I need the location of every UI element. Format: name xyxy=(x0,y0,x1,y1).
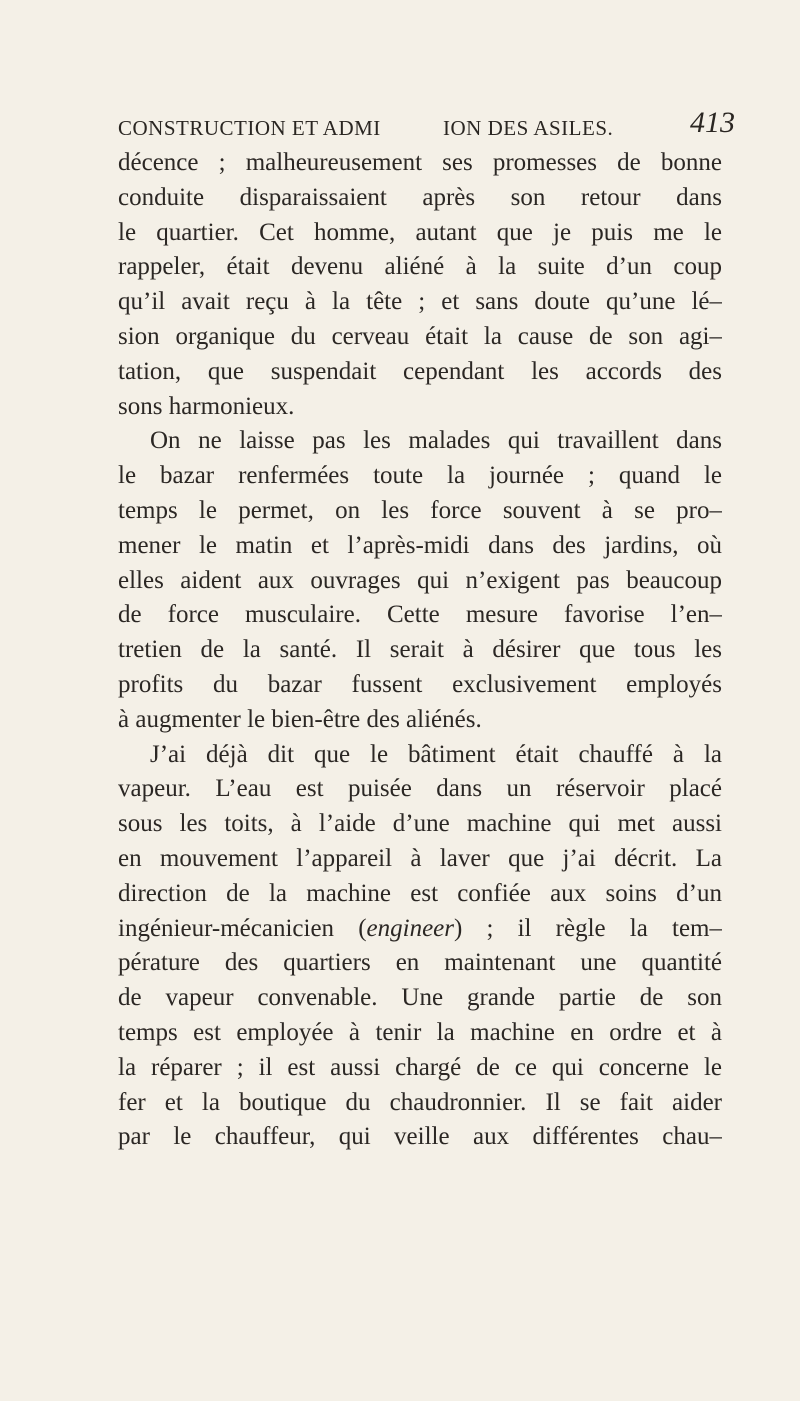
text-line: le quartier. Cet homme, autant que je puis me le xyxy=(118,218,722,246)
text-line-with-italic xyxy=(118,912,722,947)
text-line: par le chauffeur, qui veille aux différentes chau– xyxy=(118,1123,722,1151)
text-line: temps le permet, on les force souvent à se pro– xyxy=(118,496,722,524)
text-line: conduite disparaissaient après son retour dans xyxy=(118,183,722,211)
text-line: décence ; malheureusement ses promesses de bonne xyxy=(118,149,722,176)
text-line: tation, que suspendait cependant les accords des xyxy=(118,357,722,385)
text-line: profits du bazar fussent exclusivement employés xyxy=(118,670,722,698)
text-line: J’ai déjà dit que le bâtiment était chauffé à la xyxy=(150,740,722,768)
text-segment: ingénieur-mécanicien ( xyxy=(118,914,367,942)
text-line: sons harmonieux. xyxy=(118,392,295,420)
text-line: mener le matin et l’après-midi dans des jardins, où xyxy=(118,531,722,559)
text-segment: ) ; il règle la tem– xyxy=(454,914,722,942)
text-line: elles aident aux ouvrages qui n’exigent pas beaucoup xyxy=(118,566,722,594)
page-number: 413 xyxy=(690,106,735,139)
text-line: direction de la machine est confiée aux soins d’un xyxy=(118,879,722,907)
text-line: de force musculaire. Cette mesure favorise l’en– xyxy=(118,601,722,629)
italic-term: engineer xyxy=(366,914,455,942)
text-line: fer et la boutique du chaudronnier. Il se fait aider xyxy=(118,1088,722,1116)
text-line: en mouvement l’appareil à laver que j’ai décrit. La xyxy=(118,844,722,872)
text-line: la réparer ; il est aussi chargé de ce qui concerne le xyxy=(118,1053,722,1081)
body-text xyxy=(118,146,722,1155)
text-line: sion organique du cerveau était la cause de son agi– xyxy=(118,322,722,350)
text-line: On ne laisse pas les malades qui travaillent dans xyxy=(150,427,722,455)
text-line: de vapeur convenable. Une grande partie de son xyxy=(118,984,722,1012)
text-line: à augmenter le bien-être des aliénés. xyxy=(118,705,482,733)
text-line: vapeur. L’eau est puisée dans un réservoir placé xyxy=(118,775,722,803)
header-title-right: ION DES ASILES. xyxy=(443,116,614,140)
text-line: pérature des quartiers en maintenant une quantité xyxy=(118,949,722,977)
running-header xyxy=(118,106,735,148)
text-line: le bazar renfermées toute la journée ; quand le xyxy=(118,462,722,490)
text-line: qu’il avait reçu à la tête ; et sans doute qu’une lé– xyxy=(118,288,722,316)
text-line: rappeler, était devenu aliéné à la suite d’un coup xyxy=(118,253,722,281)
text-line: sous les toits, à l’aide d’une machine qui met aussi xyxy=(118,810,722,838)
text-line: temps est employée à tenir la machine en ordre et à xyxy=(118,1018,722,1046)
header-title-left: CONSTRUCTION ET ADMI xyxy=(118,116,381,140)
text-line: tretien de la santé. Il serait à désirer que tous les xyxy=(118,636,722,664)
